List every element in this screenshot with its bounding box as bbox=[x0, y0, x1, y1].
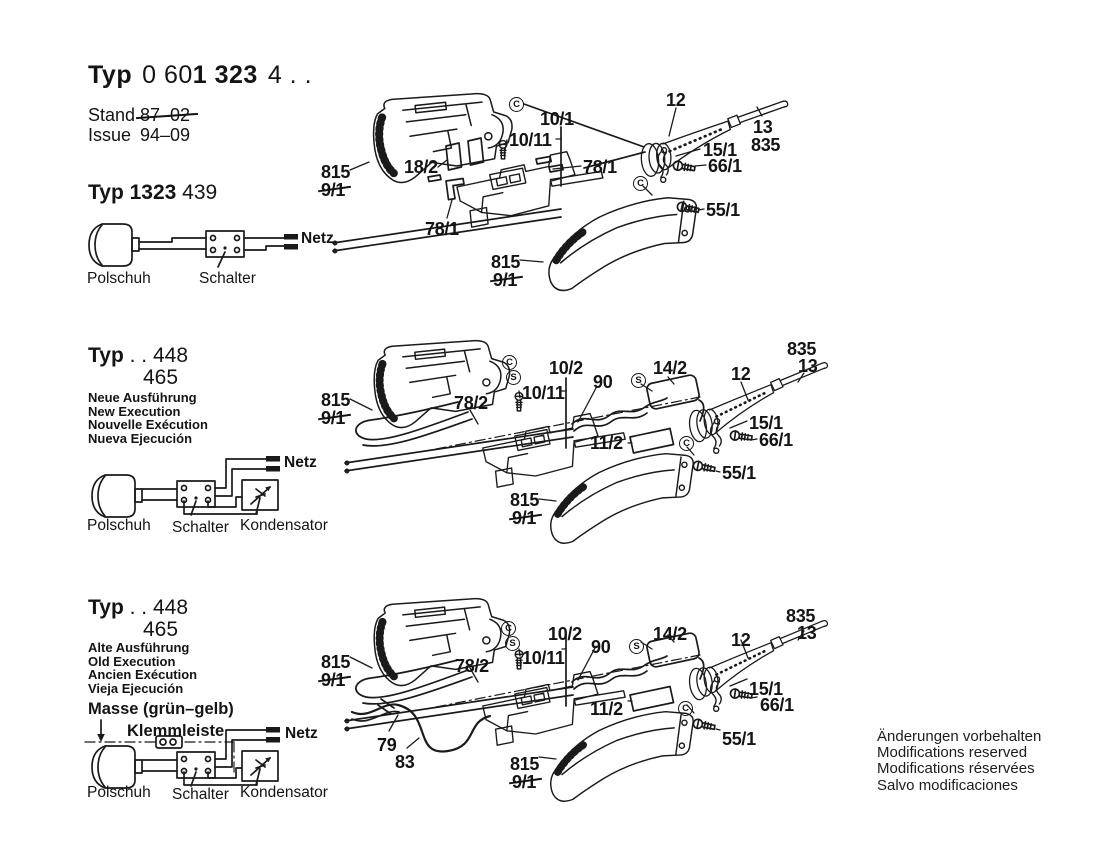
revision-block bbox=[88, 105, 190, 145]
wiring3-schalter-label: Schalter bbox=[172, 786, 229, 803]
part-label-78/2: 78/2 bbox=[454, 393, 488, 413]
part-label-55/1: 55/1 bbox=[722, 729, 756, 749]
wiring-diagram-2 bbox=[92, 456, 280, 517]
part-label-13: 13 bbox=[798, 356, 818, 376]
part-label-815: 815 bbox=[321, 652, 351, 672]
section3-execution-notes bbox=[88, 641, 197, 695]
part-label-78/2: 78/2 bbox=[455, 656, 489, 676]
note-de: Neue Ausführung bbox=[88, 390, 197, 405]
part-label-83: 83 bbox=[395, 752, 415, 772]
section1-typ-heading bbox=[88, 181, 217, 205]
part-label-12: 12 bbox=[666, 90, 686, 110]
part-label-10/11: 10/11 bbox=[522, 648, 565, 668]
issue-label: Issue bbox=[88, 125, 132, 145]
assembly-mark-S: S bbox=[629, 639, 644, 654]
section2-typ-number2: 465 bbox=[143, 366, 179, 389]
section3-typ-main: Typ bbox=[88, 596, 124, 619]
section2-execution-notes bbox=[88, 391, 208, 445]
section2-typ-heading bbox=[88, 344, 188, 368]
section2-typ-number: . . 448 bbox=[129, 344, 189, 367]
wiring1-netz-label: Netz bbox=[301, 230, 334, 247]
note-es: Vieja Ejecución bbox=[88, 680, 184, 696]
part-label-66/1: 66/1 bbox=[760, 695, 794, 715]
section3-typ-heading bbox=[88, 596, 188, 620]
typ-number-light-a: 0 60 bbox=[142, 61, 193, 89]
part-label-835: 835 bbox=[787, 339, 817, 359]
part-label-79: 79 bbox=[377, 735, 397, 755]
part-label-9/1: 9/1 bbox=[512, 772, 537, 792]
part-label-66/1: 66/1 bbox=[708, 156, 742, 176]
assembly-mark-C: C bbox=[509, 97, 524, 112]
wiring2-polschuh-label: Polschuh bbox=[87, 517, 151, 534]
assembly-mark-S: S bbox=[505, 636, 520, 651]
part-label-90: 90 bbox=[593, 372, 613, 392]
note-de: Alte Ausführung bbox=[88, 640, 190, 655]
assembly-mark-S: S bbox=[506, 370, 521, 385]
stand-label: Stand bbox=[88, 105, 136, 125]
part-label-55/1: 55/1 bbox=[722, 463, 756, 483]
wiring2-schalter-label: Schalter bbox=[172, 519, 229, 536]
typ-word: Typ bbox=[88, 61, 133, 89]
part-label-815: 815 bbox=[510, 490, 540, 510]
part-label-835: 835 bbox=[786, 606, 816, 626]
part-label-15/1: 15/1 bbox=[749, 413, 783, 433]
section1-typ-main: Typ 1323 bbox=[88, 181, 177, 204]
part-label-11/2: 11/2 bbox=[590, 433, 623, 453]
wiring3-netz-label: Netz bbox=[285, 725, 318, 742]
note-fr: Ancien Exécution bbox=[88, 667, 198, 683]
note-es: Nueva Ejecución bbox=[88, 430, 193, 446]
stand-value-struck: 87–02 bbox=[140, 105, 191, 125]
section2-typ-main: Typ bbox=[88, 344, 124, 367]
part-label-78/1: 78/1 bbox=[425, 219, 459, 239]
part-label-9/1: 9/1 bbox=[512, 508, 537, 528]
part-label-15/1: 15/1 bbox=[703, 140, 737, 160]
stand-line bbox=[88, 105, 190, 125]
note-en: Old Execution bbox=[88, 653, 176, 669]
section3-typ-number2: 465 bbox=[143, 618, 179, 641]
issue-line bbox=[88, 125, 190, 145]
part-label-815: 815 bbox=[510, 754, 540, 774]
assembly-mark-C: C bbox=[679, 436, 694, 451]
part-label-10/2: 10/2 bbox=[548, 624, 582, 644]
note-en: New Execution bbox=[88, 403, 181, 419]
section1-typ-sub: 439 bbox=[182, 181, 218, 204]
page-title bbox=[88, 61, 312, 90]
part-label-9/1: 9/1 bbox=[321, 408, 346, 428]
part-label-10/1: 10/1 bbox=[540, 109, 574, 129]
part-label-9/1: 9/1 bbox=[321, 180, 346, 200]
part-label-12: 12 bbox=[731, 364, 751, 384]
issue-value: 94–09 bbox=[140, 125, 191, 145]
wiring-diagram-1 bbox=[89, 224, 298, 267]
part-label-15/1: 15/1 bbox=[749, 679, 783, 699]
wiring3-kondensator-label: Kondensator bbox=[240, 784, 328, 801]
wiring1-polschuh-label: Polschuh bbox=[87, 270, 151, 287]
part-label-815: 815 bbox=[321, 162, 351, 182]
wiring1-schalter-label: Schalter bbox=[199, 270, 256, 287]
part-label-90: 90 bbox=[591, 637, 611, 657]
wiring2-kondensator-label: Kondensator bbox=[240, 517, 328, 534]
wiring2-netz-label: Netz bbox=[284, 454, 317, 471]
assembly-mark-C: C bbox=[501, 621, 516, 636]
part-label-9/1: 9/1 bbox=[321, 670, 346, 690]
assembly-mark-S: S bbox=[631, 373, 646, 388]
assembly-mark-C: C bbox=[502, 355, 517, 370]
part-label-9/1: 9/1 bbox=[493, 270, 518, 290]
part-label-10/2: 10/2 bbox=[549, 358, 583, 378]
wiring3-masse-label: Masse (grün–gelb) bbox=[88, 700, 234, 718]
typ-number-light-b: 4 . . bbox=[267, 61, 313, 89]
section3-typ-number: . . 448 bbox=[129, 596, 189, 619]
notice-en: Modifications reserved bbox=[877, 744, 1028, 762]
notice-fr: Modifications réservées bbox=[877, 760, 1035, 778]
part-label-835: 835 bbox=[751, 135, 781, 155]
part-label-14/2: 14/2 bbox=[653, 624, 687, 644]
part-label-11/2: 11/2 bbox=[590, 699, 623, 719]
part-label-13: 13 bbox=[753, 117, 773, 137]
modifications-notice bbox=[877, 729, 1041, 794]
wiring3-klemmleiste-label: Klemmleiste bbox=[127, 722, 225, 740]
part-label-18/2: 18/2 bbox=[404, 157, 438, 177]
part-label-815: 815 bbox=[321, 390, 351, 410]
wiring3-polschuh-label: Polschuh bbox=[87, 784, 151, 801]
assembly-mark-C: C bbox=[633, 176, 648, 191]
part-label-10/11: 10/11 bbox=[522, 383, 565, 403]
part-label-815: 815 bbox=[491, 252, 521, 272]
part-label-78/1: 78/1 bbox=[583, 157, 617, 177]
part-label-55/1: 55/1 bbox=[706, 200, 740, 220]
typ-number-bold: 1 323 bbox=[192, 61, 258, 89]
assembly-mark-C: C bbox=[678, 701, 693, 716]
part-label-10/11: 10/11 bbox=[509, 130, 552, 150]
notice-de: Änderungen vorbehalten bbox=[877, 728, 1042, 745]
notice-es: Salvo modificaciones bbox=[877, 776, 1018, 794]
part-label-12: 12 bbox=[731, 630, 751, 650]
part-label-66/1: 66/1 bbox=[759, 430, 793, 450]
part-label-14/2: 14/2 bbox=[653, 358, 687, 378]
part-label-13: 13 bbox=[797, 623, 817, 643]
note-fr: Nouvelle Exécution bbox=[88, 417, 208, 433]
